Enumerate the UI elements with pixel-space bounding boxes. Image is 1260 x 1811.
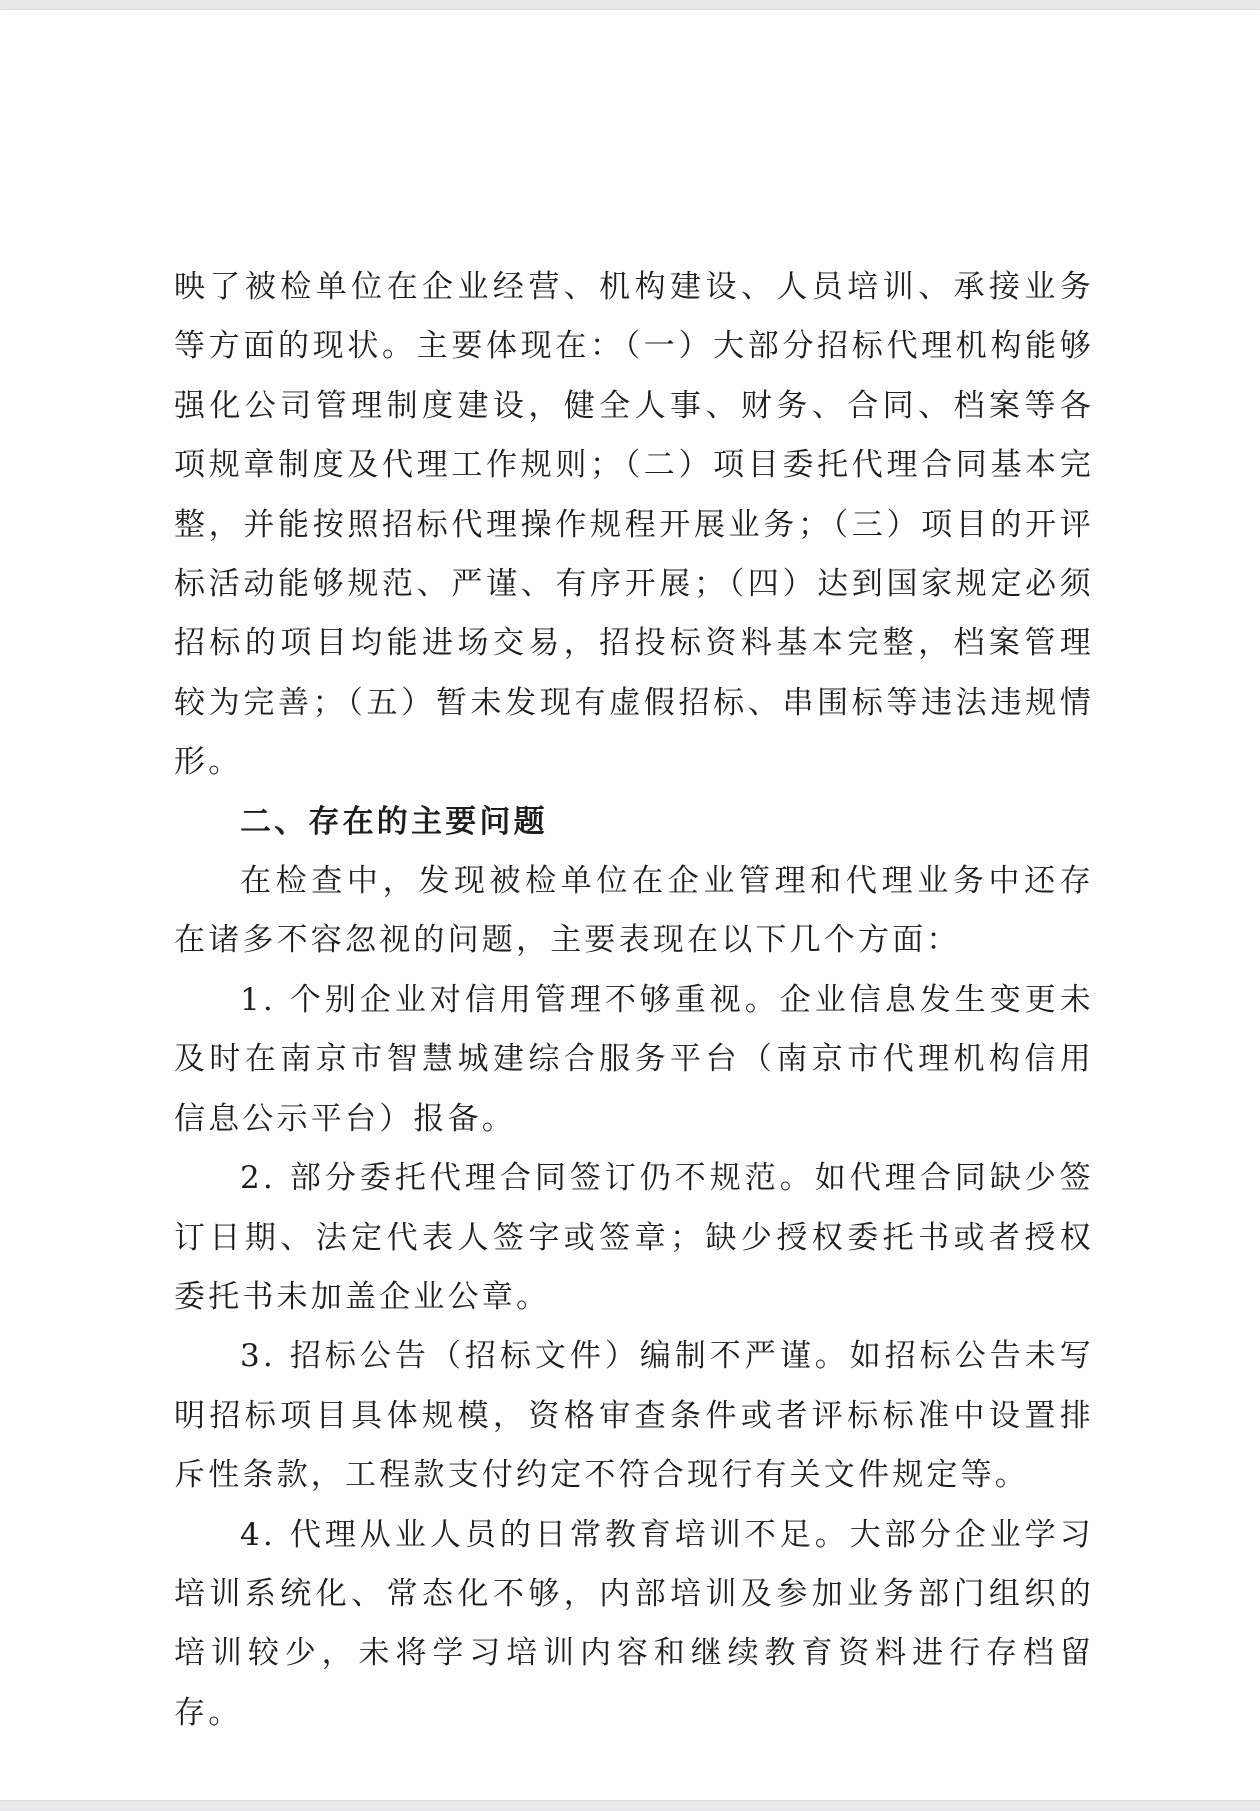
- issue-item-4: 4. 代理从业人员的日常教育培训不足。大部分企业学习培训系统化、常态化不够，内部培训及参加业务部门组织的培训较少，未将学习培训内容和继续教育资料进行存档留存。: [174, 1516, 1094, 1731]
- document-page: [0, 10, 1260, 1800]
- section-heading: 二、存在的主要问题: [240, 803, 548, 840]
- issue-item-3: 3. 招标公告（招标文件）编制不严谨。如招标公告未写明招标项目具体规模，资格审查条件或者评标标准中设置排斥性条款，工程款支付约定不符合现行有关文件规定等。: [174, 1338, 1094, 1494]
- body-paragraph-continuation: 映了被检单位在企业经营、机构建设、人员培训、承接业务等方面的现状。主要体现在：（一）大部分招标代理机构能够强化公司管理制度建设，健全人事、财务、合同、档案等各项规章制度及代理工作规则；（二）项目委托代理合同基本完整，并能按照招标代理操作规程开展业务；（三）项目的开评标活动能够规范、严谨、有序开展；（四）达到国家规定必须招标的项目均能进场交易，招投标资料基本完整，档案管理较为完善；（五）暂未发现有虚假招标、串围标等违法违规情形。: [174, 269, 1094, 781]
- intro-paragraph: 在检查中，发现被检单位在企业管理和代理业务中还存在诸多不容忽视的问题，主要表现在以下几个方面：: [174, 863, 1094, 959]
- issue-item-1: 1. 个别企业对信用管理不够重视。企业信息发生变更未及时在南京市智慧城建综合服务平台（南京市代理机构信用信息公示平台）报备。: [174, 981, 1094, 1137]
- document-body: [174, 258, 1094, 1743]
- issue-item-2: 2. 部分委托代理合同签订仍不规范。如代理合同缺少签订日期、法定代表人签字或签章；缺少授权委托书或者授权委托书未加盖企业公章。: [174, 1160, 1094, 1315]
